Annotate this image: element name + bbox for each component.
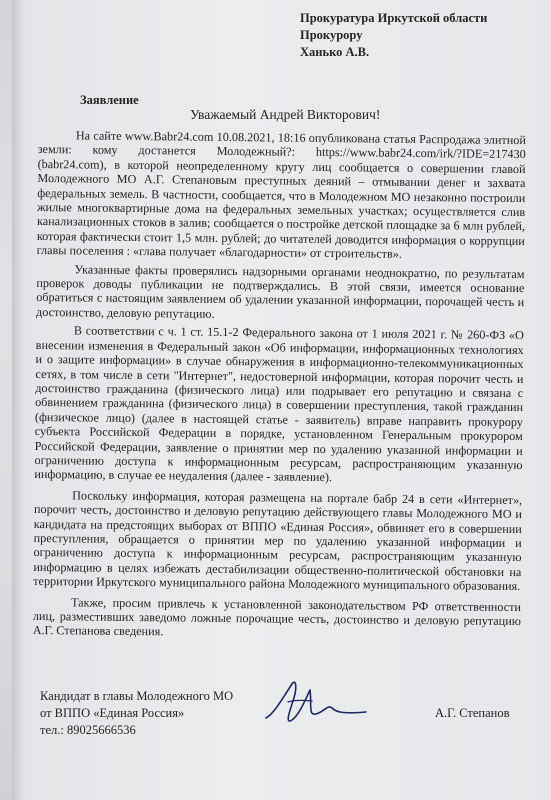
addressee-name: Ханько А.В. — [300, 45, 370, 59]
document-title: Заявление — [80, 93, 139, 107]
paragraph-request: Поскольку информация, которая размещена на портале бабр 24 в сети «Интернет», порочит честь, достоинство и деловую репутацию действующего главы Молодежного МО и кандидата на предстоящих выборах от ВППО «Единая Россия», обвиняет его в совершении преступления, обращается о принятии мер по удалению указанной информации и ограничению доступа к информационным ресурсам, распространяющим указанную информацию в целях избежать дестабилизации общественно-политической обстановки на территории Иркутского муниципального района Молодежного муниципального образования. — [33, 488, 523, 594]
document-body — [33, 128, 526, 647]
addressee-organization: Прокуратура Иркутской области — [300, 11, 488, 25]
salutation: Уважаемый Андрей Викторович! — [190, 107, 381, 122]
signer-name: А.Г. Степанов — [435, 706, 510, 720]
signer-phone: тел.: 89025666536 — [40, 723, 136, 737]
paragraph-liability: Также, просим привлечь к установленной законодательством РФ ответственности лиц, разместивших заведомо ложные порочащие честь, достоинство и деловую репутацию А.Г. Степанова сведения. — [32, 594, 522, 639]
addressee-position: Прокурору — [300, 28, 363, 42]
signer-position: Кандидат в главы Молодежного МО — [40, 689, 234, 703]
handwritten-signature — [262, 674, 372, 730]
addressee-block — [300, 10, 545, 61]
paragraph-verification: Указанные факты проверялись надзорными органами неоднократно, по результатам проверок доводы публикации не подтверждались. В этой связи, имеется основание обратиться с настоящим заявлением об удалении указанной информации, порочащей честь и достоинство, деловую репутацию. — [36, 262, 525, 321]
paragraph-publication: На сайте www.Babr24.com 10.08.2021, 18:16 опубликована статья Распродажа элитной земли: кому достанется Молодежный?: https://www.babr24.com/irk/?IDE=217430 (babr24.com), в которой неопределенному кругу лиц сообщается о совершении главой Молодежного МО А.Г. Степановым преступных деяний – отмывании денег и захвата федеральных земель. В частности, сообщается, что в Молодежном МО незаконно построили жилые многоквартирные дома на федеральных земельных участках; осуществляется слив канализационных стоков в залив; сообщается о постройке детской площадке за 6 млн рублей, которая фактически стоит 1,5 млн. рублей; до читателей доводится информация о коррупции главы поселения : «глава получает «благодарности» от строительств». — [36, 128, 526, 262]
signer-party: от ВППО «Единая Россия» — [40, 706, 185, 720]
page-edge-shadow — [12, 0, 26, 800]
paragraph-legal-basis: В соответствии с ч. 1 ст. 15.1-2 Федерального закона от 1 июля 2021 г. № 260-ФЗ «О внесении изменения в Федеральный закон «Об информации, информационных технологиях и о защите информации» в случае обнаружения в информационно-телекоммуникационных сетях, в том числе в сети "Интернет", недостоверной информации, которая порочит честь и достоинство гражданина (физического лица) или подрывает его репутацию и связана с обвинением гражданина (физического лица) в совершении преступления, такой гражданин (физическое лицо) (далее в настоящей статье - заявитель) вправе направить прокурору субъекта Российской Федерации в порядке, установленном Генеральным прокурором Российской Федерации, заявление о принятии мер по удалению указанной информации и ограничению доступа к информационным ресурсам, распространяющим указанную информацию, в случае ее неудаления (далее - заявление). — [34, 323, 524, 485]
signature-block — [40, 688, 233, 739]
